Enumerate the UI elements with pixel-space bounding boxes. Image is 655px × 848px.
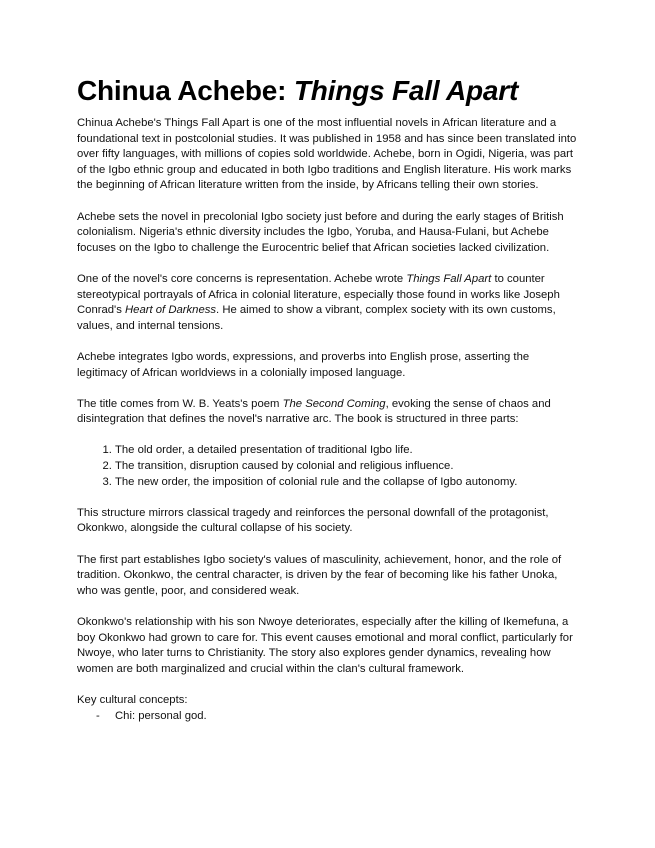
paragraph-intro: Chinua Achebe's Things Fall Apart is one of the most influential novels in African literature and a foundational text in postcolonial studies. It was published in 1958 and has since been translated into over fifty languages, with millions of copies sold worldwide. Achebe, born in Ogidi, Nigeria, was part of the Igbo ethnic group and educated in both Igbo traditions and English literature. His work marks the beginning of African literature written from the inside, by Africans telling their own stories.: [77, 117, 577, 192]
paragraph-setting: Achebe sets the novel in precolonial Igbo society just before and during the early stages of British colonialism. Nigeria's ethnic diversity includes the Igbo, Yoruba, and Hausa-Fulani, but Achebe focuses on the Igbo to challenge the Eurocentric belief that African societies lacked civilization.: [77, 210, 564, 254]
text-run: . He aimed to show a vibrant, complex society with its own customs, values, and internal tensions.: [77, 304, 556, 332]
title-author: Chinua Achebe:: [77, 75, 294, 106]
text-run: , evoking the sense of chaos and disintegration that defines the novel's narrative arc. The book is structured in three parts:: [77, 397, 551, 426]
document-title: [77, 74, 577, 108]
text-run: The title comes from W. B. Yeats's poem: [77, 397, 283, 410]
list-item: [96, 709, 577, 725]
paragraph-language: Achebe integrates Igbo words, expressions, and proverbs into English prose, asserting the legitimacy of African worldviews in a colonially imposed language.: [77, 350, 530, 379]
italic-title-heart-of-darkness: Heart of Darkness: [125, 304, 217, 317]
paragraph-title-origin: [77, 397, 577, 428]
italic-title-second-coming: The Second Coming: [282, 397, 386, 410]
concept-text: Chi: personal god.: [115, 709, 207, 722]
italic-title-things-fall-apart: Things Fall Apart: [406, 272, 492, 285]
paragraph-structure: This structure mirrors classical tragedy and reinforces the personal downfall of the protagonist, Okonkwo, alongside the cultural collapse of his society.: [77, 506, 549, 535]
concepts-list: [77, 709, 577, 725]
paragraph-relationships: Okonkwo's relationship with his son Nwoye deteriorates, especially after the killing of Ikemefuna, a boy Okonkwo had grown to care for. This event causes emotional and moral conflict, particularly for Nwoye, who later turns to Christianity. The story also explores gender dynamics, revealing how women are both marginalized and crucial within the clan's cultural framework.: [77, 616, 573, 675]
text-run: One of the novel's core concerns is representation. Achebe wrote: [77, 272, 407, 285]
list-item: 1. The old order, a detailed presentation of traditional Igbo life.: [115, 443, 577, 459]
list-item: 2. The transition, disruption caused by colonial and religious influence.: [115, 459, 577, 475]
paragraph-first-part: The first part establishes Igbo society's values of masculinity, achievement, honor, and the role of tradition. Okonkwo, the central character, is driven by the fear of becoming like his father Unoka, who was gentle, poor, and considered weak.: [77, 553, 562, 597]
dash-bullet: -: [96, 709, 100, 722]
text-run: to counter stereotypical portrayals of Africa in colonial literature, especially those found in works like Joseph Conrad's: [77, 272, 560, 317]
document-page: [77, 74, 577, 724]
list-item: 3. The new order, the imposition of colonial rule and the collapse of Igbo autonomy.: [115, 475, 577, 491]
parts-list: [77, 443, 577, 490]
paragraph-representation: [77, 272, 577, 334]
title-work: Things Fall Apart: [293, 75, 519, 106]
concepts-heading: Key cultural concepts:: [77, 693, 188, 706]
